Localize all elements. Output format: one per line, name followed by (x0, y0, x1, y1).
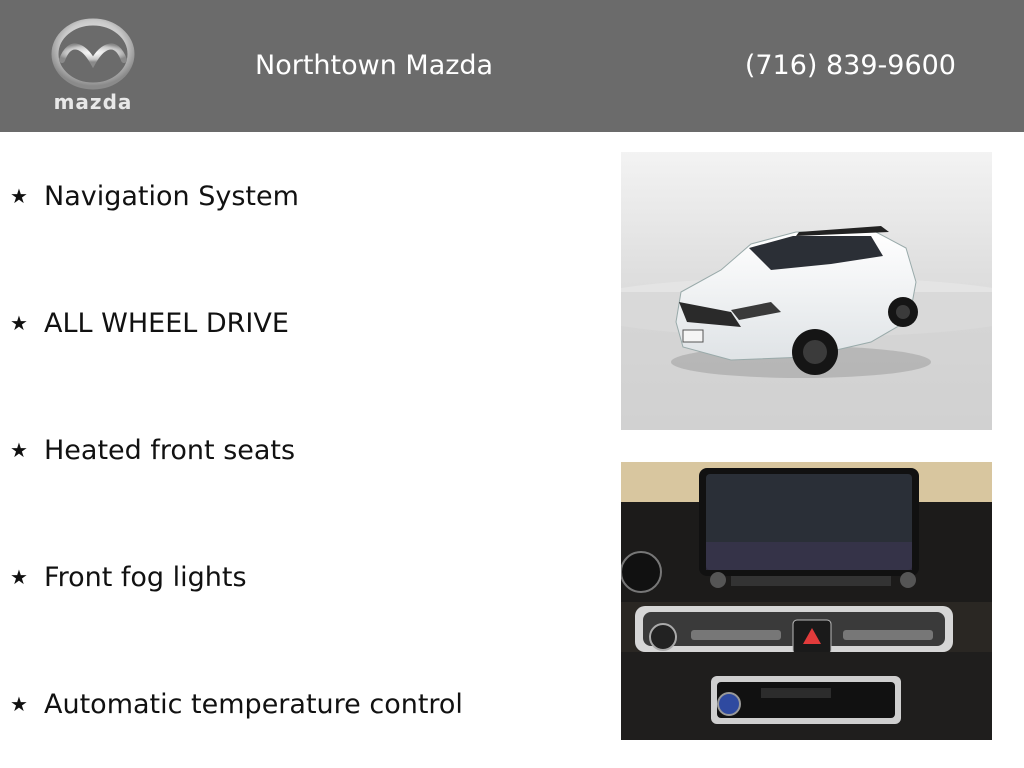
mazda-logo[interactable] (40, 18, 146, 114)
feature-label: Navigation System (44, 180, 299, 212)
mazda-emblem-icon (40, 18, 146, 90)
star-icon: ★ (10, 312, 28, 335)
feature-item (10, 176, 299, 216)
feature-label: Heated front seats (44, 434, 296, 466)
feature-item (10, 557, 247, 597)
dealer-name[interactable]: Northtown Mazda (255, 50, 494, 81)
feature-list (0, 132, 600, 768)
feature-label: Automatic temperature control (44, 688, 463, 720)
star-icon: ★ (10, 693, 28, 716)
suv-exterior-image (621, 152, 992, 430)
feature-label: ALL WHEEL DRIVE (44, 307, 289, 339)
logo-wordmark: mazda (53, 90, 133, 114)
feature-label: Front fog lights (44, 561, 247, 593)
feature-item (10, 684, 463, 724)
star-icon: ★ (10, 566, 28, 589)
feature-item (10, 430, 295, 470)
dashboard-image (621, 462, 992, 740)
vehicle-interior-photo[interactable] (621, 462, 992, 740)
star-icon: ★ (10, 185, 28, 208)
dealer-header (0, 0, 1024, 132)
star-icon: ★ (10, 439, 28, 462)
dealer-phone[interactable]: (716) 839-9600 (744, 50, 956, 81)
vehicle-exterior-photo[interactable] (621, 152, 992, 430)
feature-item (10, 303, 289, 343)
